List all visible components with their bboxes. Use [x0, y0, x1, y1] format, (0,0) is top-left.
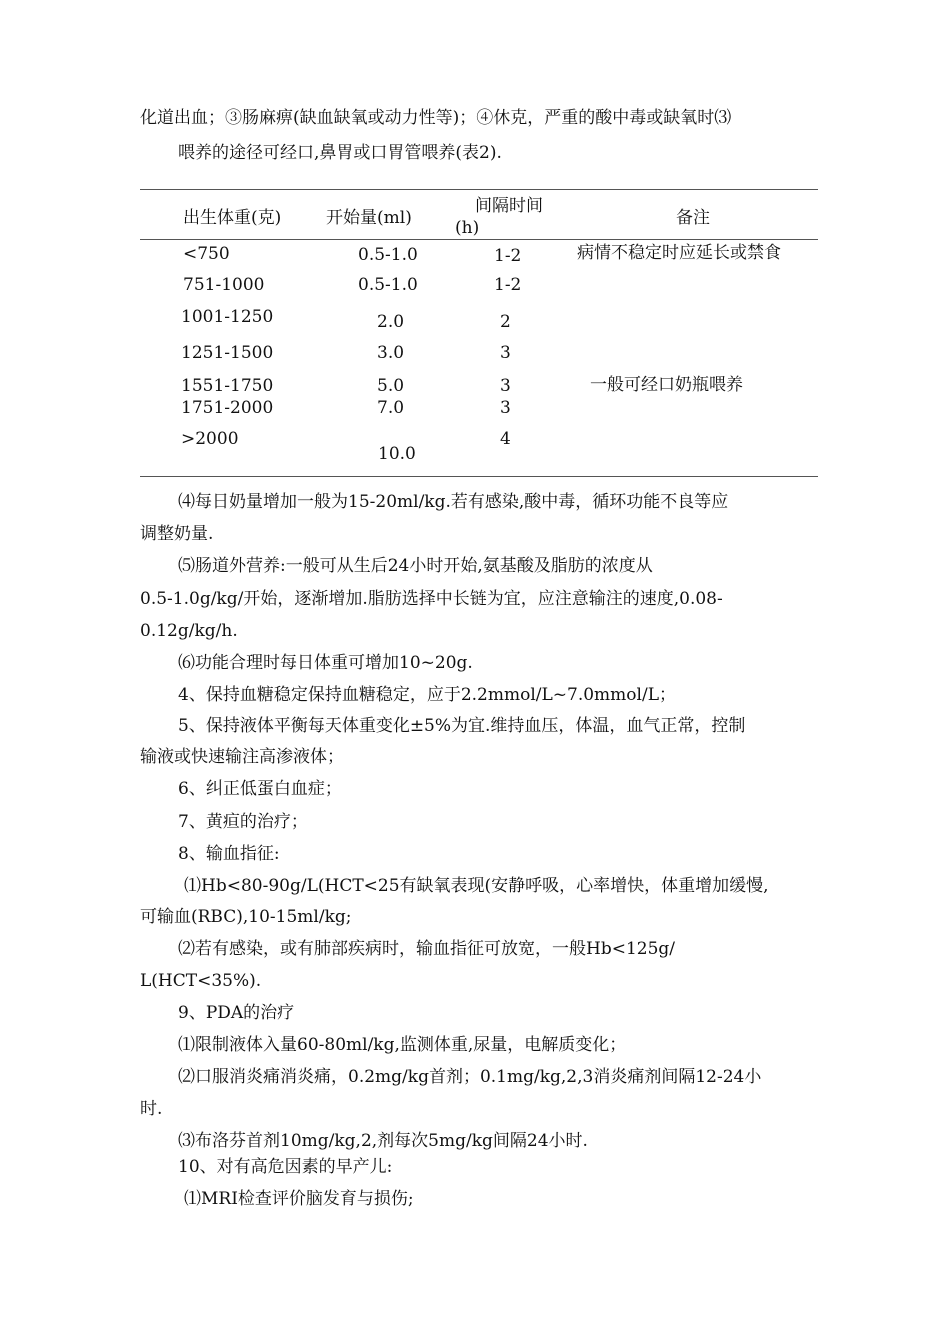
paragraph-line: 调整奶量. — [140, 524, 214, 544]
paragraph-line: ⑴MRI检查评价脑发育与损伤; — [184, 1189, 414, 1209]
table-cell-weight: 1751-2000 — [181, 398, 274, 418]
table-cell-start: 7.0 — [377, 398, 405, 418]
paragraph-line: 10、对有高危因素的早产儿: — [178, 1157, 393, 1177]
table-cell-start: 0.5-1.0 — [358, 275, 418, 295]
table-bottom-rule — [140, 476, 818, 477]
table-cell-interval: 2 — [500, 312, 511, 332]
paragraph-line: ⑴Hb<80-90g/L(HCT<25有缺氧表现(安静呼吸，心率增快，体重增加缓慢, — [184, 876, 769, 896]
table-cell-start: 2.0 — [377, 312, 405, 332]
paragraph-line: 6、纠正低蛋白血症； — [178, 779, 342, 799]
paragraph-line: 可输血(RBC),10-15ml/kg; — [140, 907, 352, 927]
paragraph-line: 8、输血指征: — [178, 844, 280, 864]
table-cell-start: 3.0 — [377, 343, 405, 363]
table-note-bottle-feeding: 一般可经口奶瓶喂养 — [590, 375, 743, 395]
paragraph-line: 时. — [140, 1099, 163, 1119]
paragraph-line: 0.12g/kg/h. — [140, 621, 238, 641]
table-cell-interval: 1-2 — [494, 246, 522, 266]
table-cell-weight: 751-1000 — [183, 275, 265, 295]
paragraph-line: ⑴限制液体入量60-80ml/kg,监测体重,尿量，电解质变化； — [178, 1035, 627, 1055]
paragraph-line: ⑶布洛芬首剂10mg/kg,2,剂每次5mg/kg间隔24小时. — [178, 1131, 588, 1151]
paragraph-line: ⑹功能合理时每日体重可增加10~20g. — [178, 653, 473, 673]
table-cell-interval: 3 — [500, 343, 511, 363]
header-interval: 间隔时间 — [475, 196, 543, 216]
header-start-amount: 开始量(ml) — [326, 208, 412, 228]
table-cell-weight: 1001-1250 — [181, 307, 274, 327]
paragraph-line: ⑵口服消炎痛消炎痛，0.2mg/kg首剂；0.1mg/kg,2,3消炎痛剂间隔12-24小 — [178, 1067, 762, 1087]
table-note-unstable: 病情不稳定时应延长或禁食 — [577, 243, 781, 263]
table-cell-start: 5.0 — [377, 376, 405, 396]
paragraph-line: ⑸肠道外营养:一般可从生后24小时开始,氨基酸及脂肪的浓度从 — [178, 556, 653, 576]
table-cell-interval: 1-2 — [494, 275, 522, 295]
intro-line-1: 化道出血；③肠麻痹(缺血缺氧或动力性等)；④休克，严重的酸中毒或缺氧时⑶ — [140, 108, 732, 128]
intro-line-2: 喂养的途径可经口,鼻胃或口胃管喂养(表2). — [178, 143, 502, 163]
paragraph-line: ⑷每日奶量增加一般为15-20ml/kg.若有感染,酸中毒，循环功能不良等应 — [178, 492, 729, 512]
table-header-rule — [140, 239, 818, 240]
paragraph-line: 输液或快速输注高渗液体； — [140, 747, 344, 767]
table-cell-weight: >2000 — [181, 429, 239, 449]
table-cell-weight: <750 — [183, 244, 230, 264]
header-notes: 备注 — [676, 208, 710, 228]
header-interval-unit: (h) — [455, 218, 480, 238]
paragraph-line: 4、保持血糖稳定保持血糖稳定，应于2.2mmol/L~7.0mmol/L； — [178, 685, 676, 705]
paragraph-line: 9、PDA的治疗 — [178, 1003, 295, 1023]
table-cell-weight: 1251-1500 — [181, 343, 274, 363]
table-cell-interval: 4 — [500, 429, 511, 449]
paragraph-line: ⑵若有感染，或有肺部疾病时，输血指征可放宽，一般Hb<125g/ — [178, 939, 676, 959]
table-cell-weight: 1551-1750 — [181, 376, 274, 396]
table-cell-interval: 3 — [500, 398, 511, 418]
paragraph-line: 5、保持液体平衡每天体重变化±5%为宜.维持血压，体温，血气正常，控制 — [178, 716, 746, 736]
paragraph-line: 0.5-1.0g/kg/开始，逐渐增加.脂肪选择中长链为宜，应注意输注的速度,0.08- — [140, 589, 723, 609]
header-birth-weight: 出生体重(克) — [183, 208, 282, 228]
table-cell-start: 10.0 — [378, 444, 416, 464]
paragraph-line: 7、黄疸的治疗； — [178, 812, 308, 832]
table-cell-interval: 3 — [500, 376, 511, 396]
paragraph-line: L(HCT<35%). — [140, 971, 262, 991]
table-cell-start: 0.5-1.0 — [358, 245, 418, 265]
table-top-rule — [140, 189, 818, 190]
